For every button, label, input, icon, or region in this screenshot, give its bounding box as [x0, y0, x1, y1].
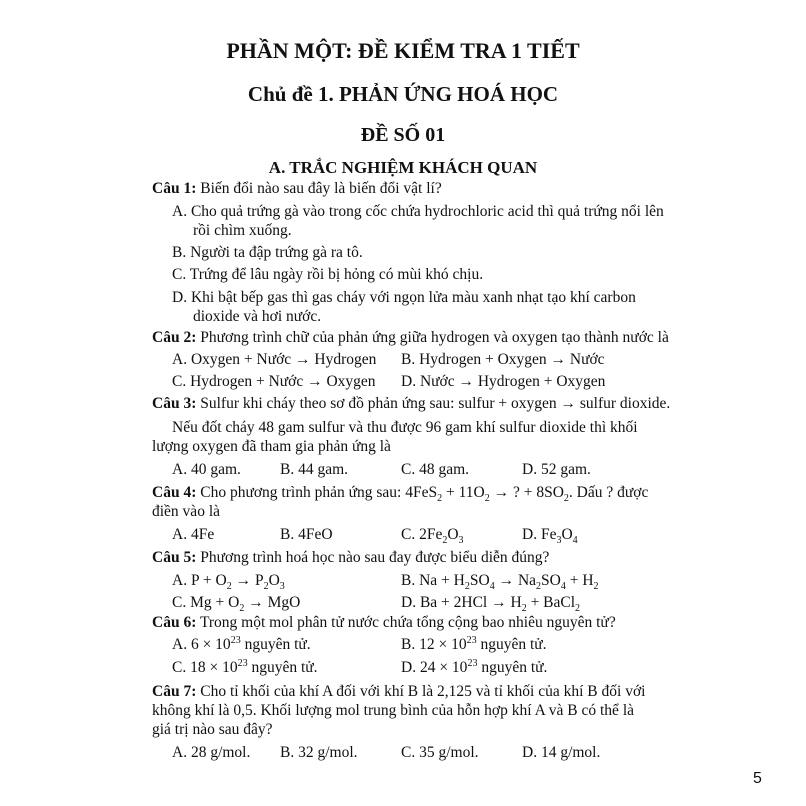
section-title: A. TRẮC NGHIỆM KHÁCH QUAN: [268, 158, 538, 177]
q7-option-d: D. 14 g/mol.: [522, 744, 601, 761]
q3-option-a: A. 40 gam.: [172, 461, 241, 478]
question-text: Trong một mol phân tử nước chứa tổng cộng bao nhiêu nguyên tử?: [196, 614, 616, 631]
question-label: Câu 2:: [152, 329, 197, 346]
q3-text-line3: lượng oxygen đã tham gia phản ứng là: [152, 438, 391, 455]
question-text: Phương trình chữ của phản ứng giữa hydrogen và oxygen tạo thành nước là: [196, 329, 669, 346]
q3-option-d: D. 52 gam.: [522, 461, 591, 478]
q5-option-b: B. $Na + H_2SO_4 \to Na_2SO_4 + H_2$: [401, 572, 599, 593]
exam-title: ĐỀ SỐ 01: [360, 124, 446, 146]
question-1: [152, 180, 442, 198]
question-text: Phương trình hoá học nào sau đay được biểu diễn đúng?: [196, 549, 550, 566]
q6-option-c: C. $18 \times 10^{23}$ nguyên tử.: [172, 657, 318, 676]
q5-option-c: C. $Mg + O_2$ → MgO: [172, 594, 301, 615]
q4-option-b: B. 4FeO: [280, 526, 333, 543]
q3-option-c: C. 48 gam.: [401, 461, 470, 478]
q3-text-line2: Nếu đốt cháy 48 gam sulfur và thu được 96 gam khí sulfur dioxide thì khối: [172, 419, 638, 436]
q5-option-d: D. $Ba + 2HCl \to H_2$ + BaCl$_2$: [401, 594, 581, 615]
question-4: Câu 4: Cho phương trình phản ứng sau: $4FeS_2 + 11O_2$ → ? + $8SO_2$. Dấu ? được: [152, 484, 649, 505]
q4-text-line2: điền vào là: [152, 503, 221, 520]
q1-option-d-cont: dioxide và hơi nước.: [193, 308, 322, 325]
question-label: Câu 1:: [152, 180, 197, 197]
q6-option-d: D. $24 \times 10^{23}$ nguyên tử.: [401, 657, 548, 676]
question-text: Sulfur khi cháy theo sơ đồ phản ứng sau: sulfur + oxygen → sulfur dioxide.: [196, 395, 671, 412]
q2-option-c: C. Hydrogen + Nước → Oxygen: [172, 373, 376, 390]
page-number: 5: [753, 770, 762, 787]
question-label: Câu 4:: [152, 484, 197, 501]
question-label: Câu 3:: [152, 395, 197, 412]
q1-option-c: C. Trứng để lâu ngày rồi bị hỏng có mùi khó chịu.: [172, 266, 484, 283]
q7-option-c: C. 35 g/mol.: [401, 744, 479, 761]
question-text: Cho tỉ khối của khí A đối với khí B là 2,125 và tỉ khối của khí B đối với: [196, 683, 646, 700]
q2-option-b: B. Hydrogen + Oxygen → Nước: [401, 351, 605, 368]
q6-option-b: B. $12 \times 10^{23}$ nguyên tử.: [401, 634, 547, 653]
q4-option-d: D. $Fe_3O_4$: [522, 526, 578, 547]
q4-option-c: C. $2Fe_2O_3$: [401, 526, 464, 547]
q1-option-b: B. Người ta đập trứng gà ra tô.: [172, 244, 363, 261]
question-label: Câu 5:: [152, 549, 197, 566]
question-text: Biến đổi nào sau đây là biến đổi vật lí?: [196, 180, 442, 197]
q7-option-b: B. 32 g/mol.: [280, 744, 358, 761]
question-7: [152, 683, 645, 701]
q1-option-a: A. Cho quả trứng gà vào trong cốc chứa hydrochloric acid thì quả trứng nổi lên: [172, 203, 664, 220]
q7-option-a: A. 28 g/mol.: [172, 744, 251, 761]
q1-option-d: D. Khi bật bếp gas thì gas cháy với ngọn lửa màu xanh nhạt tạo khí carbon: [172, 289, 636, 306]
question-label: Câu 7:: [152, 683, 197, 700]
q3-option-b: B. 44 gam.: [280, 461, 349, 478]
question-5: [152, 549, 549, 567]
question-2: [152, 329, 669, 347]
question-label: Câu 6:: [152, 614, 197, 631]
q6-option-a: A. $6 \times 10^{23}$ nguyên tử.: [172, 634, 311, 653]
question-6: [152, 614, 616, 632]
q5-option-a: A. $P + O_2 \to P_2O_3$: [172, 572, 285, 593]
q7-text-line2: không khí là 0,5. Khối lượng mol trung bình của hỗn hợp khí A và B có thể là: [152, 702, 634, 719]
q7-text-line3: giá trị nào sau đây?: [152, 721, 273, 738]
topic-title: Chủ đề 1. PHẢN ỨNG HOÁ HỌC: [247, 82, 559, 106]
q2-option-a: A. Oxygen + Nước → Hydrogen: [172, 351, 377, 368]
q4-option-a: A. 4Fe: [172, 526, 215, 543]
q2-option-d: D. Nước → Hydrogen + Oxygen: [401, 373, 606, 390]
part-title: PHẦN MỘT: ĐỀ KIỂM TRA 1 TIẾT: [226, 38, 580, 63]
question-3: [152, 395, 670, 413]
q1-option-a-cont: rồi chìm xuống.: [193, 222, 292, 239]
